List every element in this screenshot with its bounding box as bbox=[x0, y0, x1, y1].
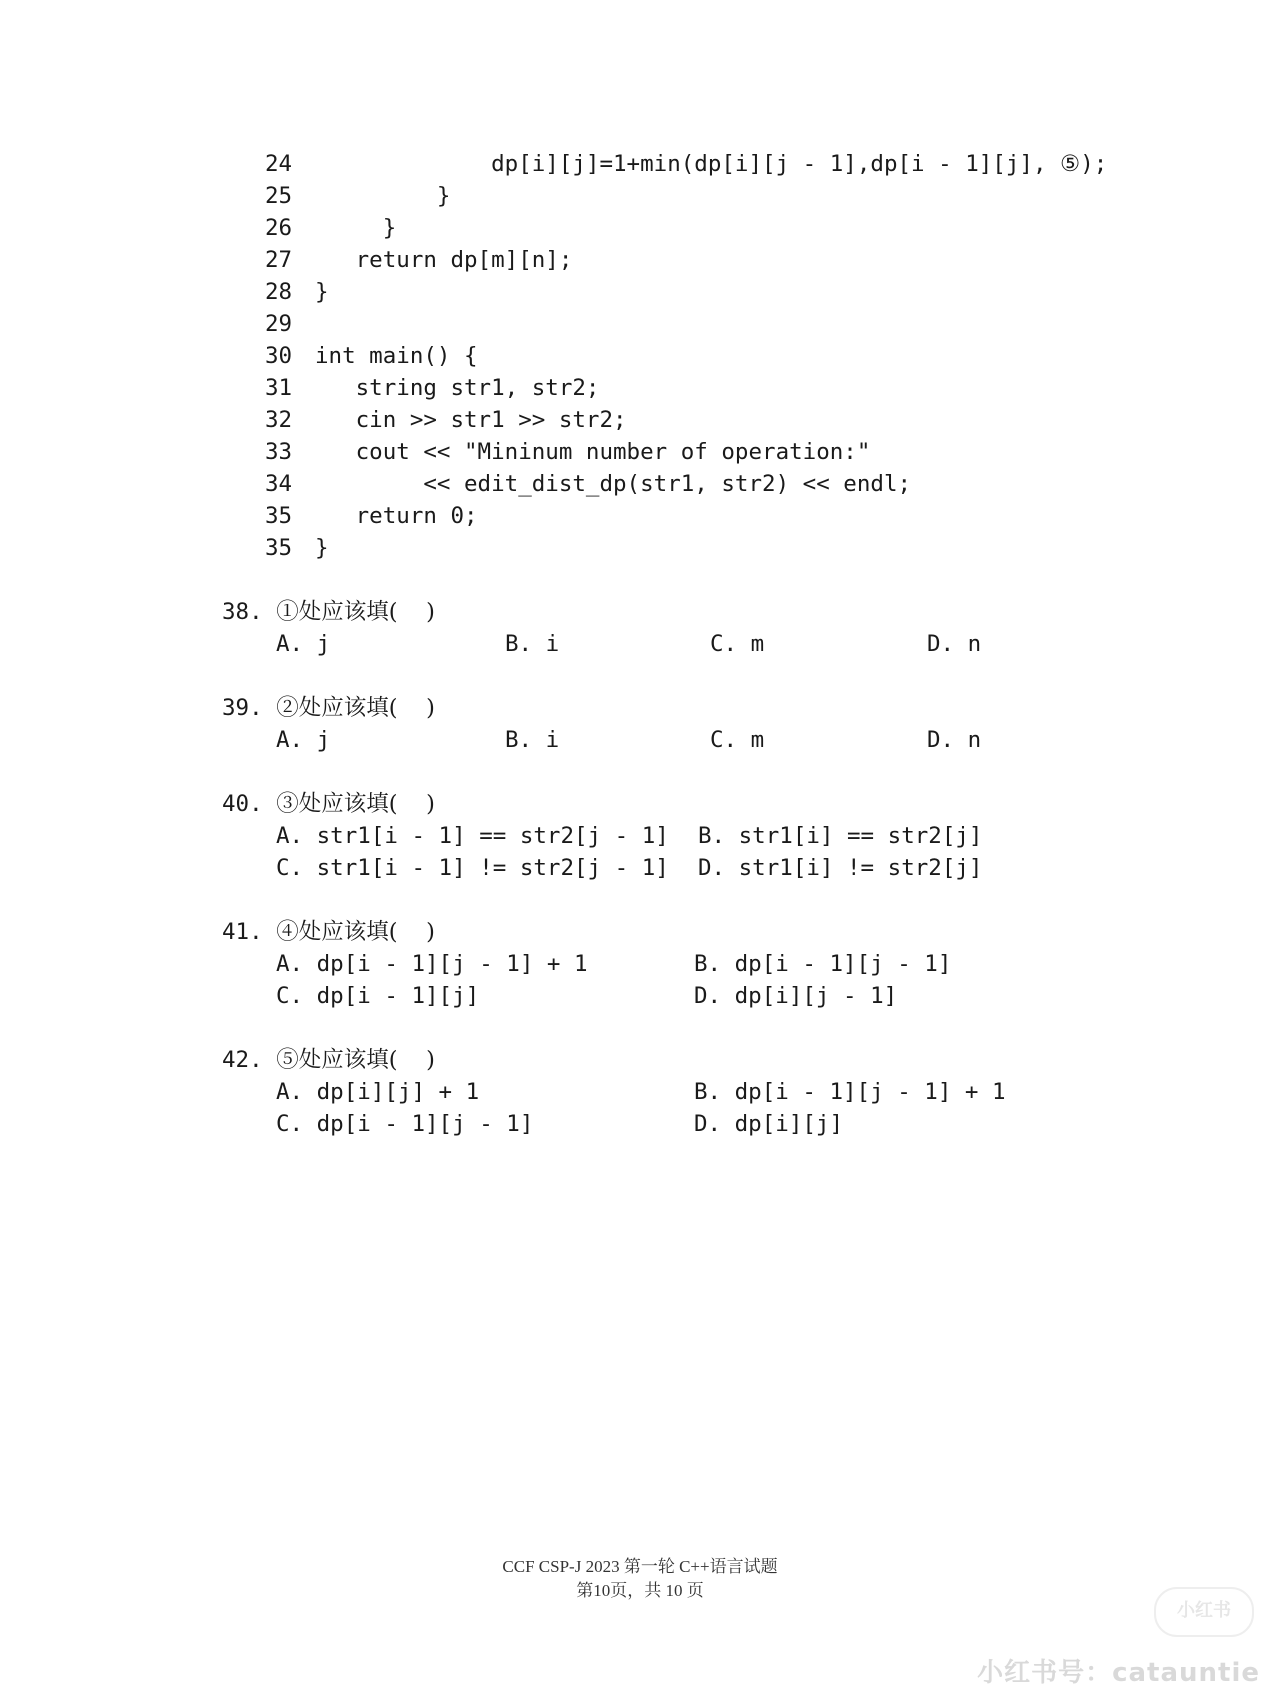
option-b: B. dp[i - 1][j - 1] + 1 bbox=[694, 1079, 1006, 1105]
option-a: A. j bbox=[276, 727, 331, 753]
code-text: int main() { bbox=[315, 343, 478, 369]
code-line bbox=[265, 148, 1107, 180]
code-text: } bbox=[315, 535, 329, 561]
option-a: A. str1[i - 1] == str2[j - 1] bbox=[276, 823, 669, 849]
option-a: A. dp[i - 1][j - 1] + 1 bbox=[276, 951, 588, 977]
option-d: D. n bbox=[927, 631, 982, 657]
code-line bbox=[265, 340, 478, 372]
code-text: << edit_dist_dp(str1, str2) << endl; bbox=[315, 471, 912, 497]
code-line bbox=[265, 212, 396, 244]
line-number: 28 bbox=[265, 279, 293, 305]
option-b: B. dp[i - 1][j - 1] bbox=[694, 951, 952, 977]
line-number: 27 bbox=[265, 247, 293, 273]
option-c: C. dp[i - 1][j] bbox=[276, 983, 480, 1009]
code-text: return dp[m][n]; bbox=[315, 247, 573, 273]
watermark-text: 小红书号：catauntie bbox=[977, 1658, 1260, 1688]
option-b: B. i bbox=[505, 727, 560, 753]
line-number: 29 bbox=[265, 311, 293, 337]
line-number: 31 bbox=[265, 375, 293, 401]
code-text: dp[i][j]=1+min(dp[i][j - 1],dp[i - 1][j], ⑤); bbox=[315, 151, 1108, 177]
line-number: 35 bbox=[265, 535, 293, 561]
option-c: C. m bbox=[710, 727, 765, 753]
option-a: A. j bbox=[276, 631, 331, 657]
code-text: cin >> str1 >> str2; bbox=[315, 407, 627, 433]
line-number: 30 bbox=[265, 343, 293, 369]
code-line bbox=[265, 436, 870, 468]
code-line bbox=[265, 532, 329, 564]
line-number: 25 bbox=[265, 183, 293, 209]
code-line bbox=[265, 500, 478, 532]
watermark-logo: 小红书 bbox=[1154, 1587, 1254, 1637]
option-b: B. i bbox=[505, 631, 560, 657]
option-c: C. m bbox=[710, 631, 765, 657]
question-prompt: 38. ①处应该填( ) bbox=[222, 599, 435, 625]
option-d: D. str1[i] != str2[j] bbox=[698, 855, 983, 881]
line-number: 33 bbox=[265, 439, 293, 465]
question-prompt: 39. ②处应该填( ) bbox=[222, 695, 435, 721]
code-text: } bbox=[315, 215, 397, 241]
code-line bbox=[265, 372, 599, 404]
option-c: C. dp[i - 1][j - 1] bbox=[276, 1111, 534, 1137]
option-b: B. str1[i] == str2[j] bbox=[698, 823, 983, 849]
code-line bbox=[265, 276, 329, 308]
code-line bbox=[265, 468, 911, 500]
line-number: 34 bbox=[265, 471, 293, 497]
option-d: D. n bbox=[927, 727, 982, 753]
page-footer-title: CCF CSP-J 2023 第一轮 C++语言试题 bbox=[502, 1557, 778, 1576]
code-text: string str1, str2; bbox=[315, 375, 600, 401]
line-number: 32 bbox=[265, 407, 293, 433]
page-number: 第10页，共 10 页 bbox=[576, 1581, 704, 1600]
question-prompt: 40. ③处应该填( ) bbox=[222, 791, 435, 817]
code-text: cout << "Mininum number of operation:" bbox=[315, 439, 871, 465]
line-number: 35 bbox=[265, 503, 293, 529]
option-a: A. dp[i][j] + 1 bbox=[276, 1079, 480, 1105]
line-number: 26 bbox=[265, 215, 293, 241]
option-d: D. dp[i][j] bbox=[694, 1111, 844, 1137]
code-line bbox=[265, 404, 627, 436]
code-text: } bbox=[315, 183, 451, 209]
code-line bbox=[265, 308, 315, 340]
code-text: return 0; bbox=[315, 503, 478, 529]
option-c: C. str1[i - 1] != str2[j - 1] bbox=[276, 855, 669, 881]
question-prompt: 42. ⑤处应该填( ) bbox=[222, 1047, 435, 1073]
question-prompt: 41. ④处应该填( ) bbox=[222, 919, 435, 945]
code-text: } bbox=[315, 279, 329, 305]
code-line bbox=[265, 180, 450, 212]
option-d: D. dp[i][j - 1] bbox=[694, 983, 898, 1009]
code-line bbox=[265, 244, 572, 276]
line-number: 24 bbox=[265, 151, 293, 177]
